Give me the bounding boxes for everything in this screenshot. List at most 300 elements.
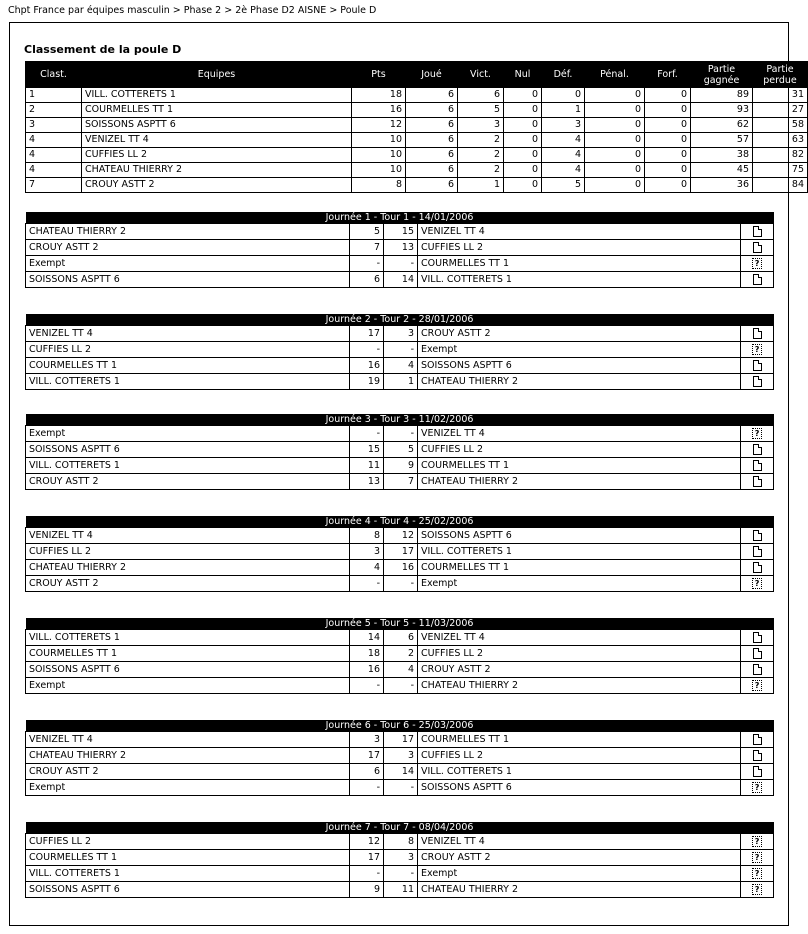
home-score: 12 (350, 834, 384, 850)
round-header-row (26, 720, 774, 732)
match-sheet-cell (741, 374, 774, 390)
home-team: VILL. COTTERETS 1 (26, 374, 350, 390)
standings-header-row (26, 62, 808, 88)
standings-table (25, 61, 808, 193)
match-row (26, 866, 774, 882)
away-score: 12 (384, 528, 418, 544)
losses-cell: 4 (542, 148, 585, 163)
unavailable-sheet-icon: ? (752, 344, 762, 355)
team-link[interactable]: SOISSONS ASPTT 6 (82, 118, 352, 133)
draws-cell: 0 (504, 118, 542, 133)
standings-row (26, 103, 808, 118)
losses-cell: 3 (542, 118, 585, 133)
games-lost-cell: 75 (753, 163, 808, 178)
match-row (26, 544, 774, 560)
round-header-row (26, 414, 774, 426)
match-sheet-cell (741, 732, 774, 748)
home-team: SOISSONS ASPTT 6 (26, 442, 350, 458)
games-won-cell: 89 (691, 88, 753, 103)
home-score: - (350, 678, 384, 694)
match-sheet-cell (741, 576, 774, 592)
match-row (26, 882, 774, 898)
round-header-row (26, 618, 774, 630)
unavailable-sheet-icon: ? (752, 868, 762, 879)
draws-cell: 0 (504, 133, 542, 148)
match-row (26, 474, 774, 490)
header-penal[interactable]: Pénal. (585, 62, 645, 88)
match-row (26, 240, 774, 256)
games-lost-cell: 31 (753, 88, 808, 103)
draws-cell: 0 (504, 88, 542, 103)
document-icon[interactable] (753, 360, 762, 371)
match-row (26, 780, 774, 796)
match-sheet-cell (741, 866, 774, 882)
standings-row (26, 178, 808, 193)
home-score: 8 (350, 528, 384, 544)
away-score: - (384, 426, 418, 442)
header-partie-gagnee[interactable]: Partie gagnée (691, 62, 753, 88)
away-team: VENIZEL TT 4 (418, 426, 741, 442)
match-sheet-cell (741, 442, 774, 458)
round-table (25, 516, 774, 592)
home-team: VILL. COTTERETS 1 (26, 866, 350, 882)
document-icon[interactable] (753, 476, 762, 487)
header-vict[interactable]: Vict. (458, 62, 504, 88)
games-lost-cell: 63 (753, 133, 808, 148)
standings-row (26, 88, 808, 103)
away-score: 3 (384, 326, 418, 342)
match-row (26, 442, 774, 458)
away-team: VENIZEL TT 4 (418, 224, 741, 240)
team-link[interactable]: VILL. COTTERETS 1 (82, 88, 352, 103)
games-won-cell: 62 (691, 118, 753, 133)
home-score: - (350, 426, 384, 442)
match-sheet-cell (741, 834, 774, 850)
away-team: SOISSONS ASPTT 6 (418, 528, 741, 544)
round-title: Journée 7 - Tour 7 - 08/04/2006 (26, 822, 774, 834)
home-team: Exempt (26, 780, 350, 796)
match-sheet-cell (741, 780, 774, 796)
games-lost-cell: 27 (753, 103, 808, 118)
match-row (26, 850, 774, 866)
match-row (26, 748, 774, 764)
document-icon[interactable] (753, 766, 762, 777)
match-sheet-cell (741, 560, 774, 576)
away-team: CUFFIES LL 2 (418, 442, 741, 458)
losses-cell: 4 (542, 133, 585, 148)
document-icon[interactable] (753, 632, 762, 643)
played-cell: 6 (406, 103, 458, 118)
match-sheet-cell (741, 882, 774, 898)
match-sheet-cell (741, 748, 774, 764)
away-team: VENIZEL TT 4 (418, 834, 741, 850)
forfeits-cell: 0 (645, 133, 691, 148)
breadcrumb[interactable]: Chpt France par équipes masculin > Phase 2 > 2è Phase D2 AISNE > Poule D (8, 5, 377, 16)
home-team: VILL. COTTERETS 1 (26, 630, 350, 646)
draws-cell: 0 (504, 148, 542, 163)
forfeits-cell: 0 (645, 178, 691, 193)
rank-cell: 2 (26, 103, 82, 118)
unavailable-sheet-icon: ? (752, 852, 762, 863)
rank-cell: 3 (26, 118, 82, 133)
match-sheet-cell (741, 662, 774, 678)
match-sheet-cell (741, 528, 774, 544)
games-lost-cell: 58 (753, 118, 808, 133)
away-score: 7 (384, 474, 418, 490)
away-score: 4 (384, 358, 418, 374)
match-row (26, 630, 774, 646)
home-score: 17 (350, 748, 384, 764)
away-score: 3 (384, 850, 418, 866)
penalties-cell: 0 (585, 178, 645, 193)
away-team: CROUY ASTT 2 (418, 662, 741, 678)
away-team: COURMELLES TT 1 (418, 256, 741, 272)
points-cell: 12 (352, 118, 406, 133)
away-team: CHATEAU THIERRY 2 (418, 678, 741, 694)
home-team: CUFFIES LL 2 (26, 544, 350, 560)
played-cell: 6 (406, 163, 458, 178)
wins-cell: 6 (458, 88, 504, 103)
unavailable-sheet-icon: ? (752, 680, 762, 691)
played-cell: 6 (406, 88, 458, 103)
home-score: 11 (350, 458, 384, 474)
away-score: 14 (384, 272, 418, 288)
document-icon[interactable] (753, 444, 762, 455)
match-row (26, 358, 774, 374)
games-won-cell: 38 (691, 148, 753, 163)
away-team: Exempt (418, 576, 741, 592)
home-score: - (350, 576, 384, 592)
home-score: 3 (350, 732, 384, 748)
round-table (25, 314, 774, 390)
rank-cell: 7 (26, 178, 82, 193)
wins-cell: 2 (458, 163, 504, 178)
team-link[interactable]: COURMELLES TT 1 (82, 103, 352, 118)
points-cell: 10 (352, 133, 406, 148)
away-team: COURMELLES TT 1 (418, 560, 741, 576)
home-team: CROUY ASTT 2 (26, 576, 350, 592)
away-team: COURMELLES TT 1 (418, 458, 741, 474)
home-team: CHATEAU THIERRY 2 (26, 748, 350, 764)
home-team: CROUY ASTT 2 (26, 474, 350, 490)
header-def[interactable]: Déf. (542, 62, 585, 88)
away-score: 4 (384, 662, 418, 678)
match-row (26, 834, 774, 850)
penalties-cell: 0 (585, 163, 645, 178)
match-row (26, 342, 774, 358)
home-team: Exempt (26, 426, 350, 442)
home-team: COURMELLES TT 1 (26, 646, 350, 662)
round-header-row (26, 314, 774, 326)
penalties-cell: 0 (585, 88, 645, 103)
document-icon[interactable] (753, 274, 762, 285)
home-score: 15 (350, 442, 384, 458)
unavailable-sheet-icon: ? (752, 578, 762, 589)
rank-cell: 4 (26, 133, 82, 148)
away-score: 5 (384, 442, 418, 458)
round-title: Journée 1 - Tour 1 - 14/01/2006 (26, 212, 774, 224)
played-cell: 6 (406, 148, 458, 163)
home-team: SOISSONS ASPTT 6 (26, 662, 350, 678)
rank-cell: 4 (26, 163, 82, 178)
home-score: 16 (350, 662, 384, 678)
home-team: VILL. COTTERETS 1 (26, 458, 350, 474)
document-icon[interactable] (753, 562, 762, 573)
away-score: - (384, 342, 418, 358)
home-score: 16 (350, 358, 384, 374)
document-icon[interactable] (753, 750, 762, 761)
match-sheet-cell (741, 764, 774, 780)
losses-cell: 4 (542, 163, 585, 178)
header-nul[interactable]: Nul (504, 62, 542, 88)
match-sheet-cell (741, 240, 774, 256)
played-cell: 6 (406, 178, 458, 193)
home-score: - (350, 780, 384, 796)
match-sheet-cell (741, 850, 774, 866)
document-icon[interactable] (753, 546, 762, 557)
document-icon[interactable] (753, 226, 762, 237)
away-score: 6 (384, 630, 418, 646)
home-score: 6 (350, 272, 384, 288)
losses-cell: 1 (542, 103, 585, 118)
wins-cell: 2 (458, 148, 504, 163)
away-score: 13 (384, 240, 418, 256)
home-score: 6 (350, 764, 384, 780)
penalties-cell: 0 (585, 133, 645, 148)
round-title: Journée 6 - Tour 6 - 25/03/2006 (26, 720, 774, 732)
header-forf[interactable]: Forf. (645, 62, 691, 88)
match-sheet-cell (741, 474, 774, 490)
unavailable-sheet-icon: ? (752, 884, 762, 895)
document-icon[interactable] (753, 376, 762, 387)
document-icon[interactable] (753, 460, 762, 471)
header-joue[interactable]: Joué (406, 62, 458, 88)
penalties-cell: 0 (585, 148, 645, 163)
home-score: 14 (350, 630, 384, 646)
away-score: - (384, 576, 418, 592)
away-team: CUFFIES LL 2 (418, 748, 741, 764)
match-row (26, 224, 774, 240)
home-team: VENIZEL TT 4 (26, 732, 350, 748)
match-row (26, 560, 774, 576)
away-score: 17 (384, 544, 418, 560)
standings-row (26, 118, 808, 133)
away-score: - (384, 678, 418, 694)
home-team: COURMELLES TT 1 (26, 850, 350, 866)
away-team: CHATEAU THIERRY 2 (418, 374, 741, 390)
round-title: Journée 4 - Tour 4 - 25/02/2006 (26, 516, 774, 528)
wins-cell: 3 (458, 118, 504, 133)
away-team: Exempt (418, 342, 741, 358)
forfeits-cell: 0 (645, 118, 691, 133)
match-sheet-cell (741, 630, 774, 646)
match-row (26, 272, 774, 288)
losses-cell: 0 (542, 88, 585, 103)
away-team: SOISSONS ASPTT 6 (418, 780, 741, 796)
round-table (25, 212, 774, 288)
team-link[interactable]: CHATEAU THIERRY 2 (82, 163, 352, 178)
home-team: Exempt (26, 256, 350, 272)
match-row (26, 678, 774, 694)
match-sheet-cell (741, 326, 774, 342)
away-score: 9 (384, 458, 418, 474)
unavailable-sheet-icon: ? (752, 258, 762, 269)
home-team: Exempt (26, 678, 350, 694)
forfeits-cell: 0 (645, 163, 691, 178)
points-cell: 10 (352, 148, 406, 163)
match-sheet-cell (741, 342, 774, 358)
standings-row (26, 163, 808, 178)
round-table (25, 414, 774, 490)
match-row (26, 662, 774, 678)
round-table (25, 618, 774, 694)
home-score: 17 (350, 326, 384, 342)
round-header-row (26, 822, 774, 834)
match-row (26, 458, 774, 474)
document-icon[interactable] (753, 664, 762, 675)
header-partie-perdue[interactable]: Partie perdue (753, 62, 808, 88)
home-team: CHATEAU THIERRY 2 (26, 224, 350, 240)
forfeits-cell: 0 (645, 88, 691, 103)
document-icon[interactable] (753, 242, 762, 253)
home-team: COURMELLES TT 1 (26, 358, 350, 374)
points-cell: 10 (352, 163, 406, 178)
match-sheet-cell (741, 224, 774, 240)
away-team: CROUY ASTT 2 (418, 850, 741, 866)
header-pts[interactable]: Pts (352, 62, 406, 88)
home-score: 4 (350, 560, 384, 576)
document-icon[interactable] (753, 648, 762, 659)
unavailable-sheet-icon: ? (752, 782, 762, 793)
forfeits-cell: 0 (645, 148, 691, 163)
away-team: VENIZEL TT 4 (418, 630, 741, 646)
match-row (26, 256, 774, 272)
home-score: 5 (350, 224, 384, 240)
away-score: 11 (384, 882, 418, 898)
home-team: CUFFIES LL 2 (26, 342, 350, 358)
away-score: 8 (384, 834, 418, 850)
games-won-cell: 45 (691, 163, 753, 178)
team-link[interactable]: CUFFIES LL 2 (82, 148, 352, 163)
match-sheet-cell (741, 544, 774, 560)
draws-cell: 0 (504, 163, 542, 178)
header-clast[interactable]: Clast. (26, 62, 82, 88)
home-score: - (350, 342, 384, 358)
home-team: CHATEAU THIERRY 2 (26, 560, 350, 576)
round-header-row (26, 516, 774, 528)
away-score: 2 (384, 646, 418, 662)
home-score: 13 (350, 474, 384, 490)
wins-cell: 1 (458, 178, 504, 193)
away-score: - (384, 866, 418, 882)
away-team: CHATEAU THIERRY 2 (418, 474, 741, 490)
match-row (26, 374, 774, 390)
away-team: CUFFIES LL 2 (418, 240, 741, 256)
round-title: Journée 5 - Tour 5 - 11/03/2006 (26, 618, 774, 630)
points-cell: 16 (352, 103, 406, 118)
losses-cell: 5 (542, 178, 585, 193)
played-cell: 6 (406, 118, 458, 133)
away-team: COURMELLES TT 1 (418, 732, 741, 748)
forfeits-cell: 0 (645, 103, 691, 118)
document-icon[interactable] (753, 328, 762, 339)
home-team: VENIZEL TT 4 (26, 528, 350, 544)
document-icon[interactable] (753, 530, 762, 541)
games-won-cell: 93 (691, 103, 753, 118)
away-score: 1 (384, 374, 418, 390)
round-table (25, 720, 774, 796)
match-sheet-cell (741, 678, 774, 694)
away-team: SOISSONS ASPTT 6 (418, 358, 741, 374)
away-score: - (384, 780, 418, 796)
draws-cell: 0 (504, 103, 542, 118)
rank-cell: 1 (26, 88, 82, 103)
unavailable-sheet-icon: ? (752, 428, 762, 439)
home-score: 9 (350, 882, 384, 898)
away-score: - (384, 256, 418, 272)
wins-cell: 2 (458, 133, 504, 148)
round-header-row (26, 212, 774, 224)
match-row (26, 646, 774, 662)
document-icon[interactable] (753, 734, 762, 745)
standings-row (26, 133, 808, 148)
team-link[interactable]: VENIZEL TT 4 (82, 133, 352, 148)
header-equipes[interactable]: Equipes (82, 62, 352, 88)
away-team: CROUY ASTT 2 (418, 326, 741, 342)
home-team: CUFFIES LL 2 (26, 834, 350, 850)
away-team: VILL. COTTERETS 1 (418, 272, 741, 288)
home-team: SOISSONS ASPTT 6 (26, 272, 350, 288)
match-row (26, 732, 774, 748)
games-lost-cell: 82 (753, 148, 808, 163)
away-score: 3 (384, 748, 418, 764)
match-sheet-cell (741, 646, 774, 662)
penalties-cell: 0 (585, 118, 645, 133)
match-row (26, 528, 774, 544)
wins-cell: 5 (458, 103, 504, 118)
away-team: Exempt (418, 866, 741, 882)
match-row (26, 426, 774, 442)
round-table (25, 822, 774, 898)
home-score: 7 (350, 240, 384, 256)
away-team: VILL. COTTERETS 1 (418, 544, 741, 560)
away-score: 17 (384, 732, 418, 748)
match-sheet-cell (741, 358, 774, 374)
away-team: CHATEAU THIERRY 2 (418, 882, 741, 898)
match-row (26, 326, 774, 342)
match-sheet-cell (741, 458, 774, 474)
home-score: 3 (350, 544, 384, 560)
home-score: 18 (350, 646, 384, 662)
home-score: - (350, 866, 384, 882)
match-sheet-cell (741, 426, 774, 442)
away-score: 16 (384, 560, 418, 576)
draws-cell: 0 (504, 178, 542, 193)
penalties-cell: 0 (585, 103, 645, 118)
home-score: 17 (350, 850, 384, 866)
team-link[interactable]: CROUY ASTT 2 (82, 178, 352, 193)
away-score: 14 (384, 764, 418, 780)
unavailable-sheet-icon: ? (752, 836, 762, 847)
rank-cell: 4 (26, 148, 82, 163)
match-sheet-cell (741, 256, 774, 272)
home-team: SOISSONS ASPTT 6 (26, 882, 350, 898)
away-team: CUFFIES LL 2 (418, 646, 741, 662)
standings-title: Classement de la poule D (24, 43, 182, 56)
match-sheet-cell (741, 272, 774, 288)
home-team: CROUY ASTT 2 (26, 240, 350, 256)
home-team: VENIZEL TT 4 (26, 326, 350, 342)
